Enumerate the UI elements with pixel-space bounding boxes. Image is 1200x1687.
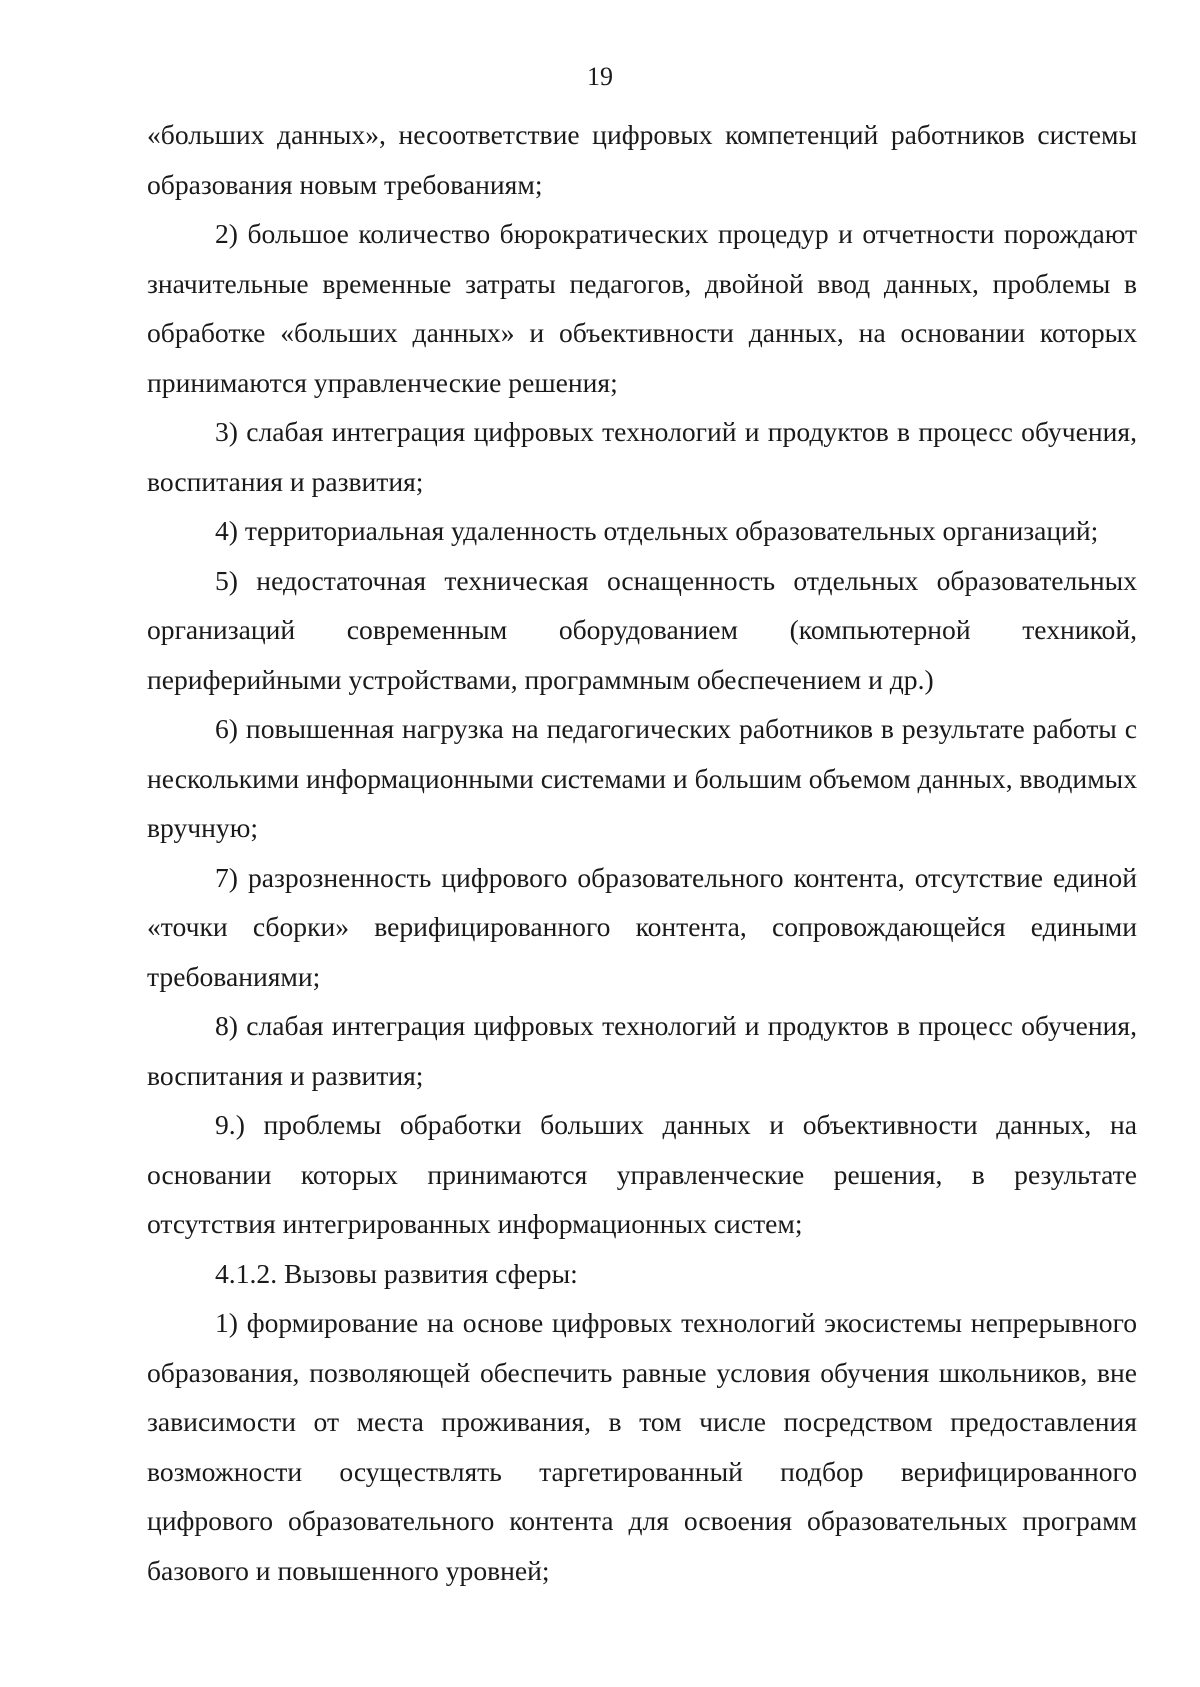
challenge-item-1: 1) формирование на основе цифровых технологий экосистемы непрерывного образования, позволяющей обеспечить равные условия обучения школьников, вне зависимости от места проживания, в том числе посредством предоставления возможности осуществлять таргетированный подбор верифицированного цифрового образовательного контента для освоения образовательных программ базового и повышенного уровней; [147, 1307, 1137, 1586]
list-item-2: 2) большое количество бюрократических процедур и отчетности порождают значительные временные затраты педагогов, двойной ввод данных, проблемы в обработке «больших данных» и объективности данных, на основании которых принимаются управленческие решения; [147, 218, 1137, 398]
list-item-3: 3) слабая интеграция цифровых технологий и продуктов в процесс обучения, воспитания и развития; [147, 416, 1137, 497]
list-item-6: 6) повышенная нагрузка на педагогических работников в результате работы с несколькими информационными системами и большим объемом данных, вводимых вручную; [147, 713, 1137, 843]
list-item-8: 8) слабая интеграция цифровых технологий и продуктов в процесс обучения, воспитания и развития; [147, 1010, 1137, 1091]
document-body [147, 110, 1137, 1595]
paragraph-continuation: «больших данных», несоответствие цифровых компетенций работников системы образования новым требованиям; [147, 119, 1137, 200]
list-item-7: 7) разрозненность цифрового образовательного контента, отсутствие единой «точки сборки» верифицированного контента, сопровождающейся едиными требованиями; [147, 861, 1137, 992]
list-item-4: 4) территориальная удаленность отдельных образовательных организаций; [215, 515, 1099, 546]
list-item-9: 9.) проблемы обработки больших данных и объективности данных, на основании которых принимаются управленческие решения, в результате отсутствия интегрированных информационных систем; [147, 1109, 1137, 1239]
list-item-5: 5) недостаточная техническая оснащенность отдельных образовательных организаций современным оборудованием (компьютерной техникой, периферийными устройствами, программным обеспечением и др.) [147, 564, 1137, 695]
page-number: 19 [587, 62, 613, 91]
section-heading: 4.1.2. Вызовы развития сферы: [215, 1257, 578, 1289]
